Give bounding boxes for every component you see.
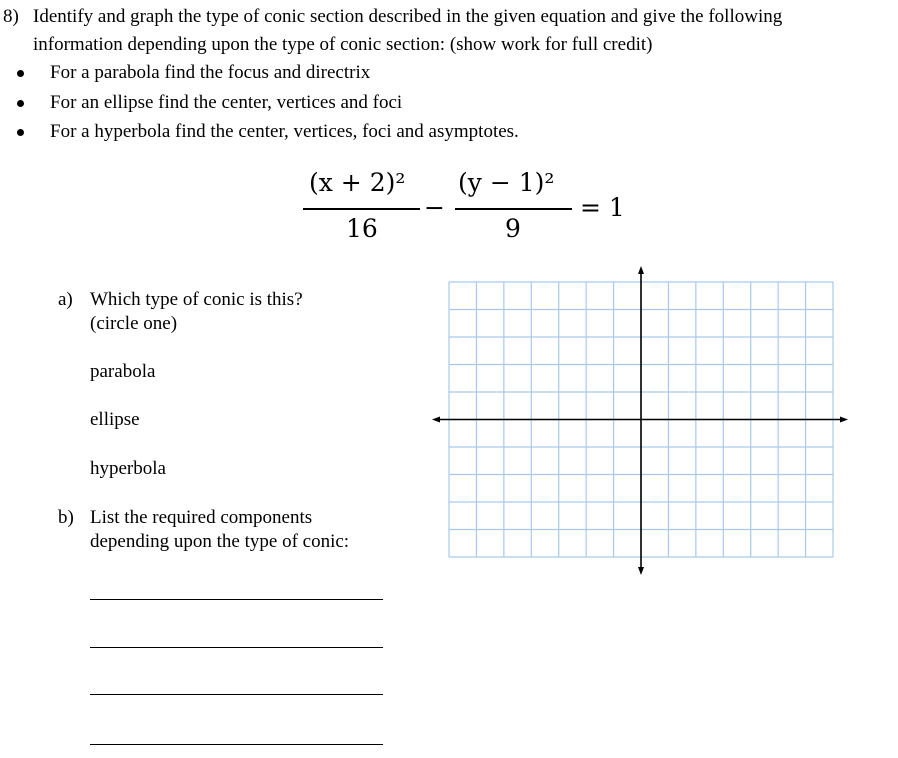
numerator-y: (y − 1)² [458,168,555,197]
equals-one: = 1 [580,193,625,222]
y-axis-up-arrow-icon [638,266,644,274]
bullet-ellipse: For an ellipse find the center, vertices and foci [50,92,403,113]
y-axis-down-arrow-icon [638,567,644,575]
answer-line[interactable] [90,694,383,695]
option-ellipse[interactable]: ellipse [90,409,140,430]
bullet-hyperbola: For a hyperbola find the center, vertices, foci and asymptotes. [50,121,519,142]
bullet-dot [17,129,24,136]
minus-sign: − [424,193,445,222]
option-hyperbola[interactable]: hyperbola [90,458,166,479]
axes [432,266,848,575]
bullet-dot [17,100,24,107]
part-b-label: b) [58,507,74,528]
part-b-prompt: List the required components [90,507,313,528]
fraction-bar-x [303,208,420,210]
question-text-line1: Identify and graph the type of conic section described in the given equation and give the following [33,6,783,27]
bullet-parabola: For a parabola find the focus and directrix [50,62,371,83]
x-axis-right-arrow-icon [840,417,848,423]
part-a-instruction: (circle one) [90,313,178,334]
option-parabola[interactable]: parabola [90,361,156,382]
part-a-label: a) [58,289,73,310]
answer-line[interactable] [90,599,383,600]
denominator-y: 9 [505,214,521,243]
coordinate-grid[interactable] [430,265,850,577]
denominator-x: 16 [346,214,378,243]
answer-line[interactable] [90,647,383,648]
part-a-prompt: Which type of conic is this? [90,289,303,310]
numerator-x: (x + 2)² [309,168,406,197]
question-text-line2: information depending upon the type of conic section: (show work for full credit) [33,34,653,55]
answer-line[interactable] [90,744,383,745]
bullet-dot [17,70,24,77]
x-axis-left-arrow-icon [432,417,440,423]
fraction-bar-y [455,208,572,210]
part-b-prompt-continued: depending upon the type of conic: [90,531,350,552]
question-number: 8) [3,6,19,27]
